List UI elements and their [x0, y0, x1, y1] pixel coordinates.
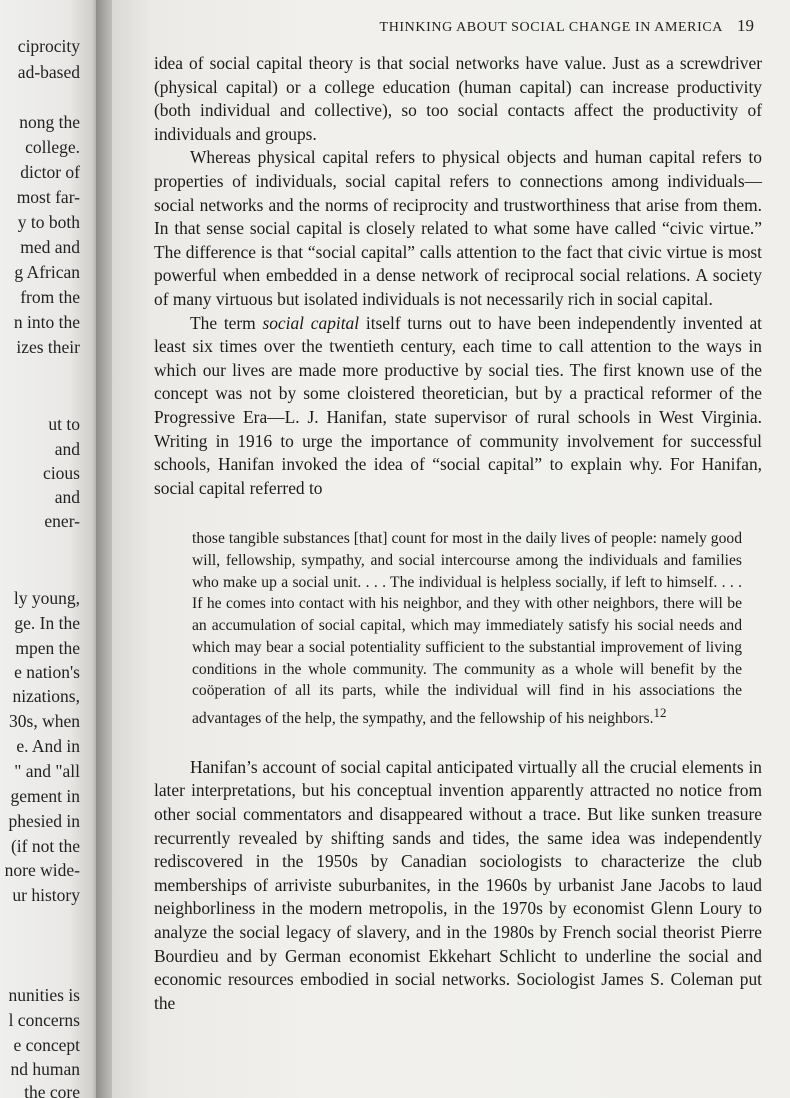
left-page-line: and	[54, 487, 80, 507]
left-page-line: nunities is	[8, 985, 80, 1005]
left-page-line: cious	[43, 463, 80, 483]
quote-text: those tangible substances [that] count for most in the daily lives of people: namely good will, fellowship, sympathy, and social intercourse among the individuals and families who make up a social unit. . . . The individual is helpless socially, if left to himself. . . . If he comes into contact with his neighbor, and they with other neighbors, there will be an accumulation of social capital, which may immediately satisfy his social needs and which may bear a social potentiality sufficient to the substantial improvement of living conditions in the whole community. The community as a whole will benefit by the coöperation of all its parts, while the individual will find in his associations the advantages of the help, the sympathy, and the fellowship of his neighbors.	[192, 530, 742, 728]
left-page-line: nong the	[19, 112, 80, 132]
left-page-line: phesied in	[8, 811, 80, 831]
paragraph-lead: The term	[190, 312, 263, 333]
paragraph: idea of social capital theory is that social networks have value. Just as a screwdriver (physical capital) or a college education (human capital) can increase productivity (both individual and collective), so too social contacts affect the productivity of individuals and groups.	[154, 53, 762, 144]
left-page-line: l concerns	[8, 1010, 80, 1030]
paragraph-continuation: itself turns out to have been independently invented at least six times over the twentieth century, each time to call attention to the ways in which our lives are made more productive by social ties. The first known use of the concept was not by some cloistered theoretician, but by a practical reformer of the Progressive Era—L. J. Hanifan, state supervisor of rural schools in West Virginia. Writing in 1916 to urge the importance of community involvement for successful schools, Hanifan invoked the idea of “social capital” to explain why. For Hanifan, social capital referred to	[154, 312, 762, 498]
footnote-marker: 12	[653, 704, 667, 720]
left-facing-page	[0, 0, 98, 1098]
left-page-line: y to both	[17, 212, 80, 232]
left-page-line: the core	[24, 1082, 80, 1098]
page-number: 19	[737, 16, 754, 35]
left-page-line: ly young,	[13, 588, 80, 608]
running-title: THINKING ABOUT SOCIAL CHANGE IN AMERICA	[379, 20, 723, 35]
left-page-line: mpen the	[15, 638, 80, 658]
left-page-line: (if not the	[10, 836, 80, 856]
right-page	[112, 0, 790, 1098]
left-page-line: and	[54, 439, 80, 459]
left-page-line: ur history	[12, 885, 80, 905]
left-page-line: ciprocity	[17, 36, 80, 56]
left-page-line: e nation's	[14, 662, 80, 682]
left-page-line: 30s, when	[9, 711, 80, 731]
left-page-line: g African	[14, 262, 80, 282]
left-page-line: ut to	[48, 414, 80, 434]
left-page-line: med and	[20, 237, 80, 257]
left-page-line: e. And in	[16, 736, 80, 756]
left-page-line: from the	[20, 287, 80, 307]
left-page-line: nd human	[10, 1059, 80, 1079]
paragraph: Whereas physical capital refers to physical objects and human capital refers to properties of individuals, social capital refers to connections among individuals—social networks and the norms of reciprocity and trustworthiness that arise from them. In that sense social capital is closely related to what some have called “civic virtue.” The difference is that “social capital” calls attention to the fact that civic virtue is most powerful when embedded in a dense network of reciprocal social relations. A society of many virtuous but isolated individuals is not necessarily rich in social capital.	[154, 147, 762, 309]
left-page-line: nore wide-	[4, 860, 80, 880]
paragraph	[154, 312, 762, 501]
left-page-line: ener-	[44, 511, 80, 531]
left-page-line: dictor of	[20, 162, 80, 182]
left-page-line: " and "all	[14, 761, 80, 781]
left-page-line: college.	[25, 137, 80, 157]
left-page-line: e concept	[13, 1035, 80, 1055]
left-page-line: most far-	[16, 187, 80, 207]
left-page-line: nizations,	[12, 686, 80, 706]
block-quote	[192, 528, 742, 730]
left-page-line: ad-based	[17, 62, 80, 82]
left-page-line: gement in	[10, 786, 80, 806]
running-head	[380, 16, 754, 36]
paragraph: Hanifan’s account of social capital anticipated virtually all the crucial elements in later interpretations, but his conceptual invention apparently attracted no notice from other social commentators and disappeared without a trace. But like sunken treasure recurrently revealed by shifting sands and tides, the same idea was independently rediscovered in the 1950s by Canadian sociologists to characterize the club memberships of arriviste suburbanites, in the 1960s by urbanist Jane Jacobs to laud neighborliness in the modern metropolis, in the 1970s by economist Glenn Loury to analyze the social legacy of slavery, and in the 1980s by French social theorist Pierre Bourdieu and by German economist Ekkehart Schlicht to underline the social and economic resources embodied in social networks. Sociologist James S. Coleman put the	[154, 756, 762, 1013]
italic-term: social capital	[262, 312, 360, 333]
left-page-line: ge. In the	[14, 613, 80, 633]
left-page-line: izes their	[16, 337, 80, 357]
body-text	[154, 52, 762, 1015]
left-page-line: n into the	[13, 312, 80, 332]
